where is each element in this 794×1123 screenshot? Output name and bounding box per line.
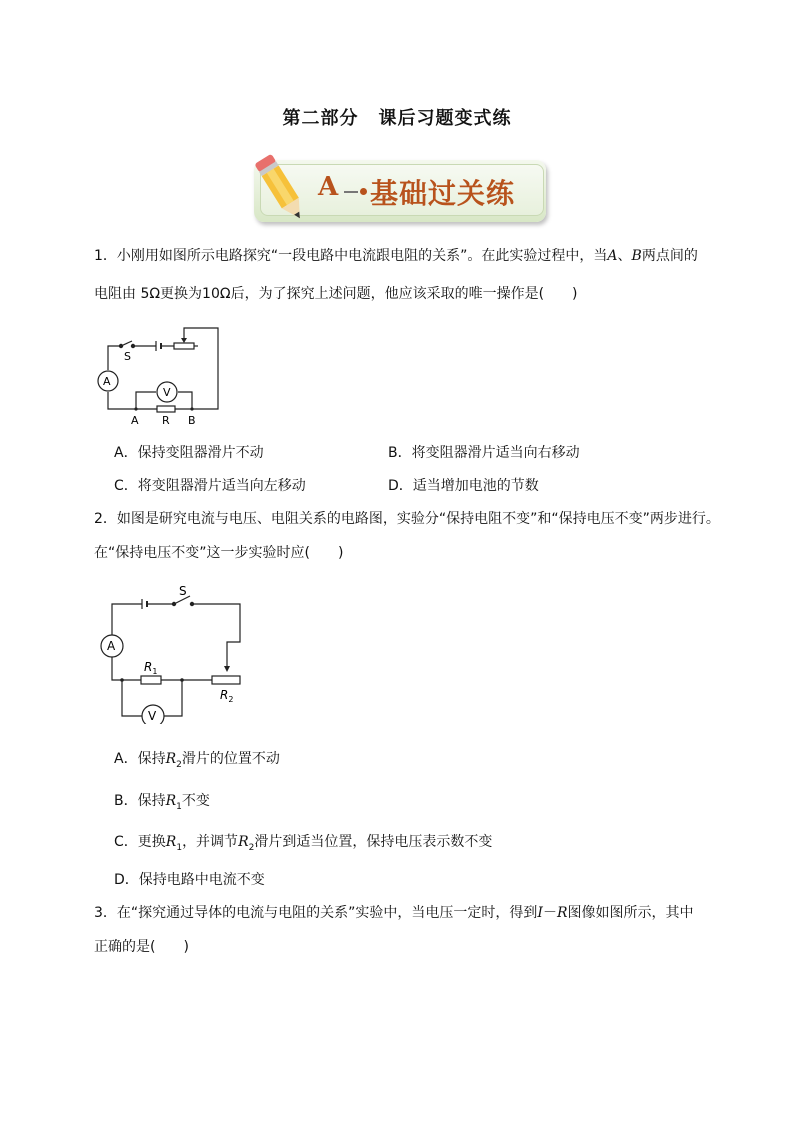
q1-option-d[interactable]: D．适当增加电池的节数 — [388, 478, 539, 494]
q1-line1: 1．小刚用如图所示电路探究“一段电路中电流跟电阻的关系”。在此实验过程中，当A、B两点间的 — [94, 248, 698, 264]
q2-ammeter-label: A — [107, 639, 116, 653]
q1-resistor-label: R — [162, 414, 170, 427]
q2-option-b[interactable]: B．保持$R_1$不变 — [114, 793, 210, 812]
q1-option-b[interactable]: B．将变阻器滑片适当向右移动 — [388, 445, 580, 461]
pencil-icon — [246, 152, 316, 228]
q2-circuit-diagram — [94, 580, 254, 724]
q1-switch-label: S — [124, 350, 131, 363]
q1-option-c[interactable]: C．将变阻器滑片适当向左移动 — [114, 478, 306, 494]
page-title — [0, 104, 794, 130]
q2-voltmeter-label: V — [148, 709, 157, 723]
q1-option-a[interactable]: A．保持变阻器滑片不动 — [114, 445, 264, 461]
q1-voltmeter-label: V — [163, 386, 171, 399]
q1-ammeter-label: A — [103, 375, 111, 388]
q2-option-c[interactable]: C．更换$R_1$，并调节$R_2$滑片到适当位置，保持电压表示数不变 — [114, 834, 493, 853]
q2-line2: 在“保持电压不变”这一步实验时应( ) — [94, 545, 344, 561]
subtitle: 课后习题变式练 — [378, 108, 512, 129]
q2-option-a[interactable]: A．保持$R_2$滑片的位置不动 — [114, 751, 280, 770]
q2-r1-label: $R_1$ — [144, 660, 158, 676]
q3-line1: 3．在“探究通过导体的电流与电阻的关系”实验中，当电压一定时，得到I－R图像如图所示，其中 — [94, 905, 694, 921]
q1-point-b-label: B — [188, 414, 196, 427]
q2-switch-label: S — [179, 584, 187, 598]
q3-line2: 正确的是( ) — [94, 939, 189, 955]
q1-circuit-diagram — [94, 318, 228, 428]
q1-point-a-label: A — [131, 414, 139, 427]
section-banner — [246, 152, 548, 228]
q1-line2: 电阻由 5Ω更换为10Ω后，为了探究上述问题，他应该采取的唯一操作是( ) — [94, 286, 578, 302]
banner-title: 基础过关练 — [370, 177, 516, 210]
part-label: 第二部分 — [282, 108, 359, 129]
banner-letter: A — [318, 172, 339, 202]
q2-option-d[interactable]: D．保持电路中电流不变 — [114, 872, 265, 888]
q2-r2-label: $R_2$ — [220, 688, 234, 704]
q2-line1: 2．如图是研究电流与电压、电阻关系的电路图，实验分“保持电阻不变”和“保持电压不变”两步进行。 — [94, 511, 720, 527]
